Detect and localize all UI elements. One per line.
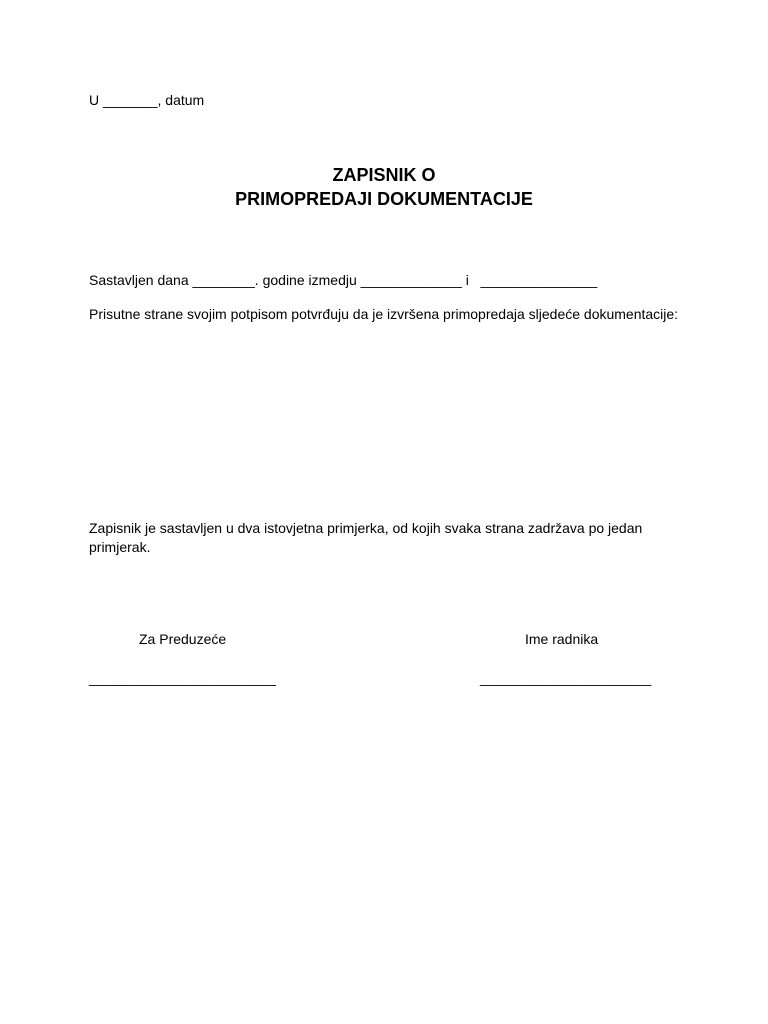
copies-paragraph: Zapisnik je sastavljen u dva istovjetna primjerka, od kojih svaka strana zadržava po jedan primjerak. <box>89 520 643 555</box>
place-date-line: U _______, datum <box>89 92 205 108</box>
confirmation-paragraph: Prisutne strane svojim potpisom potvrđuju da je izvršena primopredaja sljedeće dokumentacije: <box>89 306 679 322</box>
composed-date-parties-line: Sastavljen dana ________. godine izmedju _____________ i _______________ <box>89 272 598 288</box>
document-title-line-1: ZAPISNIK O <box>332 165 436 185</box>
company-signature-label: Za Preduzeće <box>139 631 227 647</box>
employee-signature-line: ______________________ <box>480 670 652 686</box>
company-signature-line: ________________________ <box>89 670 276 686</box>
document-title-line-2: PRIMOPREDAJI DOKUMENTACIJE <box>235 189 533 209</box>
employee-signature-label: Ime radnika <box>525 631 599 647</box>
